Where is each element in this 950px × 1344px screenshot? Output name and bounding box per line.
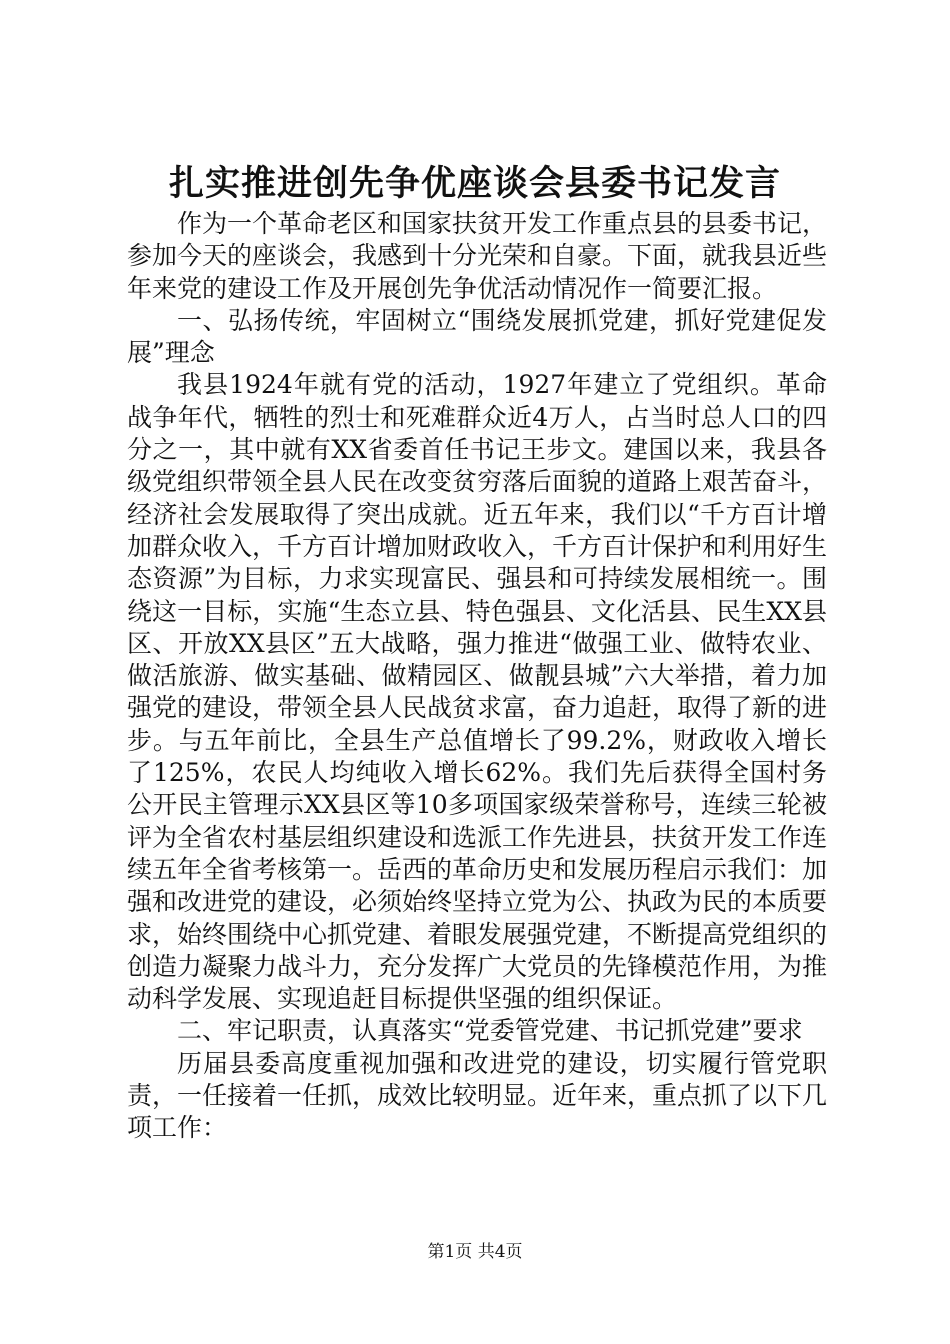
paragraph-intro: 作为一个革命老区和国家扶贫开发工作重点县的县委书记，参加今天的座谈会，我感到十分光荣和自豪。下面，就我县近些年来党的建设工作及开展创先争优活动情况作一简要汇报。 [127,209,828,303]
page-number-footer: 第1页 共4页 [427,1242,523,1262]
paragraph-work: 历届县委高度重视加强和改进党的建设，切实履行管党职责，一任接着一任抓，成效比较明显。近年来，重点抓了以下几项工作： [127,1048,828,1143]
document-body [127,208,827,1145]
document-title: 扎实推进创先争优座谈会县委书记发言 [168,163,781,204]
paragraph-history: 我县1924年就有党的活动，1927年建立了党组织。革命战争年代，牺牲的烈士和死难群众近4万人，占当时总人口的四分之一，其中就有XX省委首任书记王步文。建国以来，我县各级党组织带领全县人民在改变贫穷落后面貌的道路上艰苦奋斗，经济社会发展取得了突出成就。近五年来，我们以“千方百计增加群众收入，千方百计增加财政收入，千方百计保护和利用好生态资源”为目标，力求实现富民、强县和可持续发展相统一。围绕这一目标，实施“生态立县、特色强县、文化活县、民生XX县区、开放XX县区”五大战略，强力推进“做强工业、做特农业、做活旅游、做实基础、做精园区、做靓县城”六大举措，着力加强党的建设，带领全县人民战贫求富，奋力追赶，取得了新的进步。与五年前比，全县生产总值增长了99.2%，财政收入增长了125%，农民人均纯收入增长62%。我们先后获得全国村务公开民主管理示XX县区等10多项国家级荣誉称号，连续三轮被评为全省农村基层组织建设和选派工作先进县，扶贫开发工作连续五年全省考核第一。岳西的革命历史和发展历程启示我们：加强和改进党的建设，必须始终坚持立党为公、执政为民的本质要求，始终围绕中心抓党建、着眼发展强党建，不断提高党组织的创造力凝聚力战斗力，充分发挥广大党员的先锋模范作用，为推动科学发展、实现追赶目标提供坚强的组织保证。 [127,370,828,1014]
section-heading-1: 一、弘扬传统，牢固树立“围绕发展抓党建，抓好党建促发展”理念 [127,305,827,368]
section-heading-2: 二、牢记职责，认真落实“党委管党建、书记抓党建”要求 [177,1016,803,1046]
